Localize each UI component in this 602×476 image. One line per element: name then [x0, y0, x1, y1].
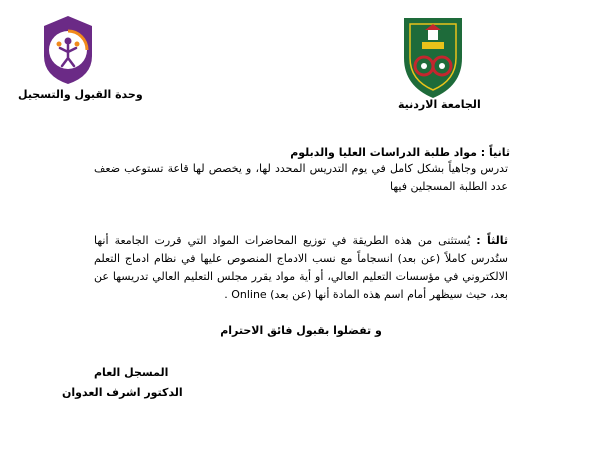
section-3-body: يُستثنى من هذه الطريقة في توزيع المحاضرات المواد التي قررت الجامعة أنها ستُدرس كاملاً (عن بعد) انسجاماً مع نسب الادماج المنصوص عليها في نظام ادماج التعلم الالكتروني في مؤسسات التعليم العالي، أو أية مواد يقرر مجلس التعليم العالي تدريسها عن بعد، حيث سيظهر أمام اسم هذه المادة أنها (عن بعد) Online . — [94, 234, 508, 301]
section-3-heading: ثالثاً : — [476, 234, 508, 247]
admissions-unit-caption: وحدة القبول والتسجيل — [18, 88, 143, 101]
section-2-body: تدرس وجاهياً بشكل كامل في يوم التدريس المحدد لها، و يخصص لها قاعة تستوعب ضعف عدد الطلبة المسجلين فيها — [94, 162, 508, 193]
signature-name: الدكتور اشرف العدوان — [62, 386, 183, 399]
university-name-caption: الجامعة الاردنية — [398, 98, 481, 111]
signature-title: المسجل العام — [94, 366, 169, 379]
university-of-jordan-logo — [398, 14, 468, 100]
section-3-paragraph — [94, 232, 508, 304]
admissions-unit-logo — [38, 14, 98, 86]
section-2-heading: ثانياً : مواد طلبة الدراسات العليا والدبلوم — [290, 146, 510, 159]
closing-salutation: و تفضلوا بقبول فائق الاحترام — [220, 324, 382, 337]
